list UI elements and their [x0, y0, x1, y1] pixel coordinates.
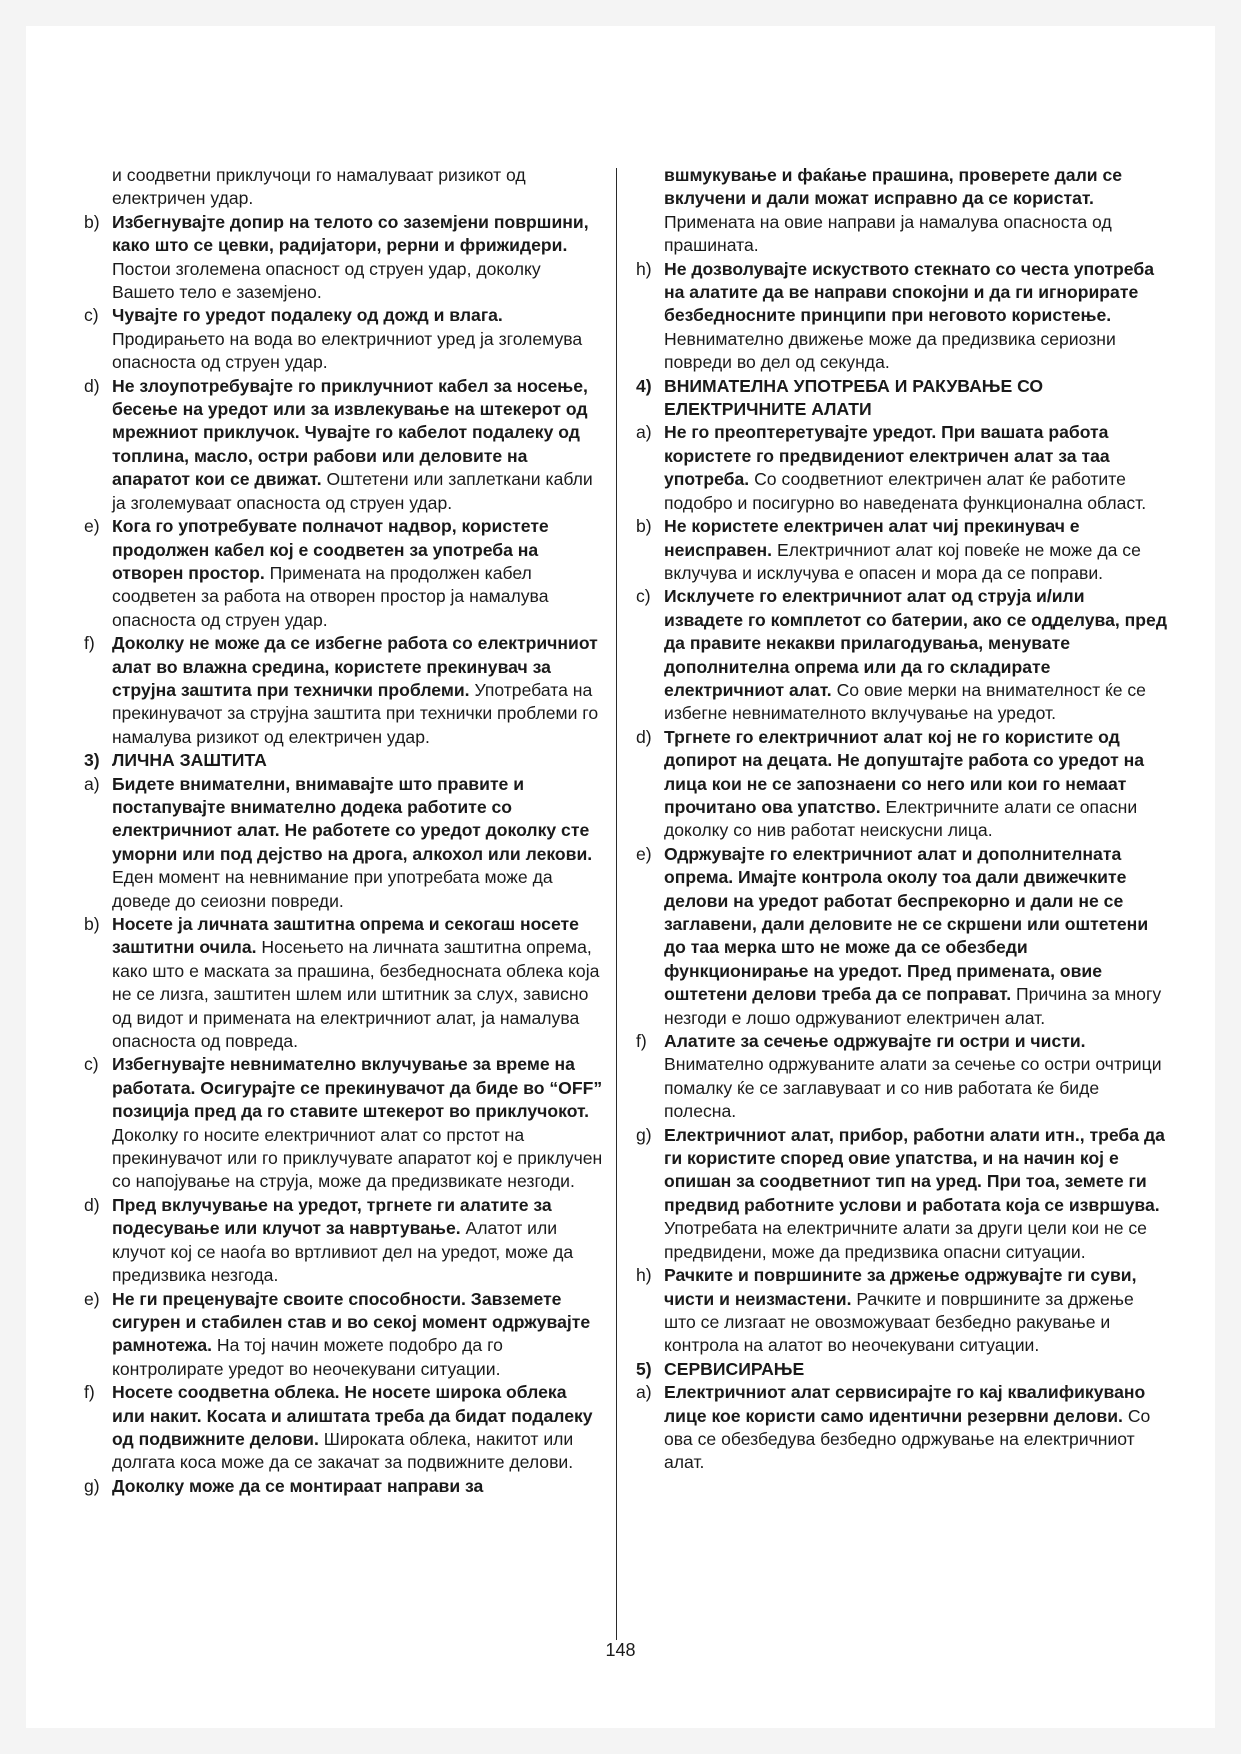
item-label: a): [636, 422, 652, 443]
item-normal-text: Рачките и површините за држење што се лизгаат не овозможуваат безбедно ракување и контрола на алатот во неочекувани ситуации.: [664, 1288, 1134, 1356]
continued-paragraph: и соодветни приклучоци го намалуваат ризикот од електричен удар.: [112, 165, 526, 209]
item-label: f): [84, 633, 95, 654]
item-bold-text: Тргнете го електричниот алат кој не го користите од допирот на децата. Не допуштајте работа со уредот на лица кои не се запознаени со него или кои го немаат прочитано ова упатство.: [664, 726, 1145, 817]
item-normal-text: На тој начин можете подобро да го контролирате уредот во неочекувани ситуации.: [112, 1335, 503, 1379]
item-label: f): [636, 1031, 647, 1052]
list-item: [84, 913, 604, 1053]
section-5-items: [636, 1381, 1168, 1475]
item-label: d): [636, 726, 652, 747]
item-normal-text: Оштетени или заплеткани кабли ја зголемуваат опасноста од струен удар.: [112, 469, 593, 513]
list-item: [84, 1053, 604, 1193]
list-item: [84, 1194, 604, 1288]
section-4-items: [636, 421, 1168, 1357]
list-item: [636, 726, 1168, 843]
item-normal-text: Доколку го носите електричниот алат со прстот на прекинувачот или го приклучувате апаратот кој е приклучен со напојување на струја, може да предизвикате незгоди.: [112, 1124, 603, 1192]
item-bold-text: Електричниот алат сервисирајте го кај квалификувано лице кое користи само идентични резервни делови.: [664, 1382, 1146, 1426]
item-label: g): [84, 1475, 100, 1496]
item-label: c): [84, 1054, 99, 1075]
right-column: [636, 164, 1168, 1475]
left-column: [84, 164, 604, 1498]
continued-bold-text: вшмукување и фаќање прашина, проверете дали се вклучени и дали можат исправно да се користат.: [664, 165, 1123, 209]
section-title: ЛИЧНА ЗАШТИТА: [112, 750, 267, 771]
item-normal-text: Со ова се обезбедува безбедно одржување на електричниот алат.: [664, 1405, 1151, 1473]
list-item: [636, 1264, 1168, 1358]
item-label: e): [636, 843, 652, 864]
list-item: [84, 632, 604, 749]
item-bold-text: Не користете електричен алат чиј прекинувач е неисправен.: [664, 516, 1080, 560]
item-normal-text: Употребата на прекинувачот за струјна заштита при технички проблеми го намалува ризикот од електричен удар.: [112, 679, 599, 747]
item-label: c): [84, 305, 99, 326]
item-label: g): [636, 1124, 652, 1145]
item-normal-text: Електричниот алат кој повеќе не може да се вклучува и исклучува е опасен и мора да се поправи.: [664, 539, 1141, 583]
section-4-heading: [636, 375, 1168, 422]
list-item: [84, 1288, 604, 1382]
section-3-heading: [84, 749, 604, 772]
item-bold-text: Одржувајте го електричниот алат и дополнителната опрема. Имајте контрола околу тоа дали движечките делови на уредот работат беспрекорно и дали не се заглавени, дали деловите не се скршени или оштетени до таа мерка што не може да се обезбеди функционирање на уредот. Пред примената, овие оштетени делови треба да се поправат.: [664, 843, 1149, 1005]
section-number: 4): [636, 375, 652, 396]
item-normal-text: Внимателно одржуваните алати за сечење со остри очтрици помалку ќе се заглавуваат и со нив работата ќе биде полесна.: [664, 1054, 1162, 1122]
item-normal-text: Примената на продолжен кабел соодветен за работа на отворен простор ја намалува опасноста од струен удар.: [112, 562, 549, 630]
item-label: b): [84, 211, 100, 232]
continued-paragraph: [636, 164, 1168, 258]
item-bold-text: Носете соодветна облека. Не носете широка облека или накит. Косата и алиштата треба да бидат подалеку од подвижните делови.: [112, 1382, 593, 1449]
item-normal-text: Со соодветниот електричен алат ќе работите подобро и посигурно во наведената функционална област.: [664, 469, 1147, 513]
column-divider: [616, 168, 617, 1640]
item-bold-text: Доколку не може да се избегне работа со електричниот алат во влажна средина, користете прекинувач за струјна заштита при технички проблеми.: [112, 633, 598, 700]
list-item: [84, 773, 604, 913]
item-bold-text: Кога го употребувате полначот надвор, користете продолжен кабел кој е соодветен за употреба на отворен простор.: [112, 516, 549, 583]
list-item: [636, 515, 1168, 585]
item-bold-text: Носете ја личната заштитна опрема и секогаш носете заштитни очила.: [112, 914, 579, 958]
list-item: [84, 515, 604, 632]
item-label: d): [84, 375, 100, 396]
section-number: 3): [84, 750, 100, 771]
item-bold-text: Не ги преценувајте своите способности. Завземете сигурен и стабилен став и во секој момент одржувајте рамнотежа.: [112, 1288, 591, 1356]
item-bold-text: Електричниот алат, прибор, работни алати итн., треба да ги користите според овие упатства, и на начин кој е опишан за соодветниот тип на уред. При тоа, земете ги предвид работните услови и работата која се извршува.: [664, 1124, 1165, 1215]
item-label: a): [84, 773, 100, 794]
item-bold-text: Не дозволувајте искуството стекнато со честа употреба на алатите да ве направи спокојни и да ги игнорирате безбедносните принципи при неговото користење.: [664, 258, 1155, 326]
item-label: c): [636, 586, 651, 607]
list-item: [636, 585, 1168, 725]
list-item: [84, 1381, 604, 1475]
item-normal-text: Еден момент на невнимание при употребата може да доведе до сеиозни повреди.: [112, 867, 553, 911]
section-number: 5): [636, 1358, 652, 1379]
item-label: f): [84, 1382, 95, 1403]
continued-normal-text: Примената на овие направи ја намалува опасноста од прашината.: [664, 211, 1112, 256]
item-label: d): [84, 1194, 100, 1215]
section-5-heading: [636, 1358, 1168, 1381]
section-title: ВНИМАТЕЛНА УПОТРЕБА И РАКУВАЊЕ СО ЕЛЕКТРИЧНИТЕ АЛАТИ: [664, 375, 1044, 420]
list-item: [636, 258, 1168, 375]
item-bold-text: Рачките и површините за држење одржувајте ги суви, чисти и неизмастени.: [664, 1265, 1137, 1309]
item-bold-text: Бидете внимателни, внимавајте што правите и постапувајте внимателно додека работите со електричниот алат. Не работете со уредот доколку сте уморни или под дејство на дрога, алкохол или лекови.: [112, 773, 593, 864]
list-item: [636, 1030, 1168, 1124]
section-title: СЕРВИСИРАЊЕ: [664, 1358, 805, 1379]
list-item: [84, 1475, 604, 1498]
list-item: [84, 304, 604, 374]
item-bold-text: Не злоупотребувајте го приклучниот кабел за носење, бесење на уредот или за извлекување на штекерот од мрежниот приклучок. Чувајте го кабелот подалеку од топлина, масло, остри рабови или деловите на апаратот кои се движат.: [112, 375, 588, 490]
list-item: [636, 843, 1168, 1030]
item-label: e): [84, 1288, 100, 1309]
item-normal-text: Широката облека, накитот или долгата коса може да се закачат за подвижните делови.: [112, 1428, 574, 1473]
section-2-items: [84, 211, 604, 749]
list-item: [84, 375, 604, 515]
page-number: 148: [605, 1640, 636, 1660]
item-normal-text: Употребата на електричните алати за други цели кои не се предвидени, може да предизвика опасни ситуации.: [664, 1218, 1147, 1262]
item-normal-text: Носењето на личната заштитна опрема, како што е маската за прашина, безбедносната облека која не се лизга, заштитен шлем или штитник за слух, зависно од видот и примената на електричниот алат, ја намалува опасноста од повреда.: [112, 937, 600, 1052]
item-normal-text: Електричните алати се опасни доколку со нив работат неискусни лица.: [664, 796, 1138, 841]
section-3-items-continued: [636, 258, 1168, 375]
list-item: [636, 1124, 1168, 1264]
list-item: [636, 421, 1168, 515]
item-normal-text: Продирањето на вода во електричниот уред ја зголемува опасноста од струен удар.: [112, 328, 583, 373]
item-bold-text: Не го преоптеретувајте уредот. При вашата работа користете го предвидениот електричен алат за таа употреба.: [664, 422, 1110, 490]
item-normal-text: Невнимателно движење може да предизвика сериозни повреди во дел од секунда.: [664, 328, 1116, 373]
item-bold-text: Избегнувајте невнимателно вклучување за време на работата. Осигурајте се прекинувачот да биде во “OFF” позиција пред да го ставите штекерот во приклучокот.: [112, 1054, 603, 1122]
item-label: b): [636, 516, 652, 537]
item-bold-text: Избегнувајте допир на телото со заземјени површини, како што се цевки, радијатори, рерни и фрижидери.: [112, 211, 589, 256]
item-normal-text: Постои зголемена опасност од струен удар, доколку Вашето тело е заземјено.: [112, 258, 541, 303]
item-bold-text: Алатите за сечење одржувајте ги остри и чисти.: [664, 1031, 1086, 1052]
item-bold-text: Исклучете го електричниот алат од струја и/или извадете го комплетот со батерии, ако се одделува, пред да правите некакви прилагодувања, менувате дополнителна опрема или да го складирате електричниот алат.: [664, 586, 1168, 700]
list-item: [84, 211, 604, 305]
item-label: a): [636, 1382, 652, 1403]
list-item: [636, 1381, 1168, 1475]
item-bold-text: Чувајте го уредот подалеку од дожд и влага.: [112, 305, 503, 326]
item-label: h): [636, 258, 652, 279]
item-bold-text: Доколку може да се монтираат направи за: [112, 1475, 484, 1496]
item-label: h): [636, 1265, 652, 1286]
item-label: b): [84, 914, 100, 934]
item-normal-text: Причина за многу незгоди е лошо одржуваниот електричен алат.: [664, 984, 1162, 1028]
item-normal-text: Алатот или клучот кој се наоѓа во вртливиот дел на уредот, може да предизвика незгода.: [112, 1218, 574, 1286]
item-normal-text: Со овие мерки на внимателност ќе се избегне невнимателното вклучување на уредот.: [664, 679, 1146, 724]
item-bold-text: Пред вклучување на уредот, тргнете ги алатите за подесување или клучот за навртување.: [112, 1194, 552, 1239]
section-3-items: [84, 773, 604, 1499]
item-label: e): [84, 516, 100, 537]
